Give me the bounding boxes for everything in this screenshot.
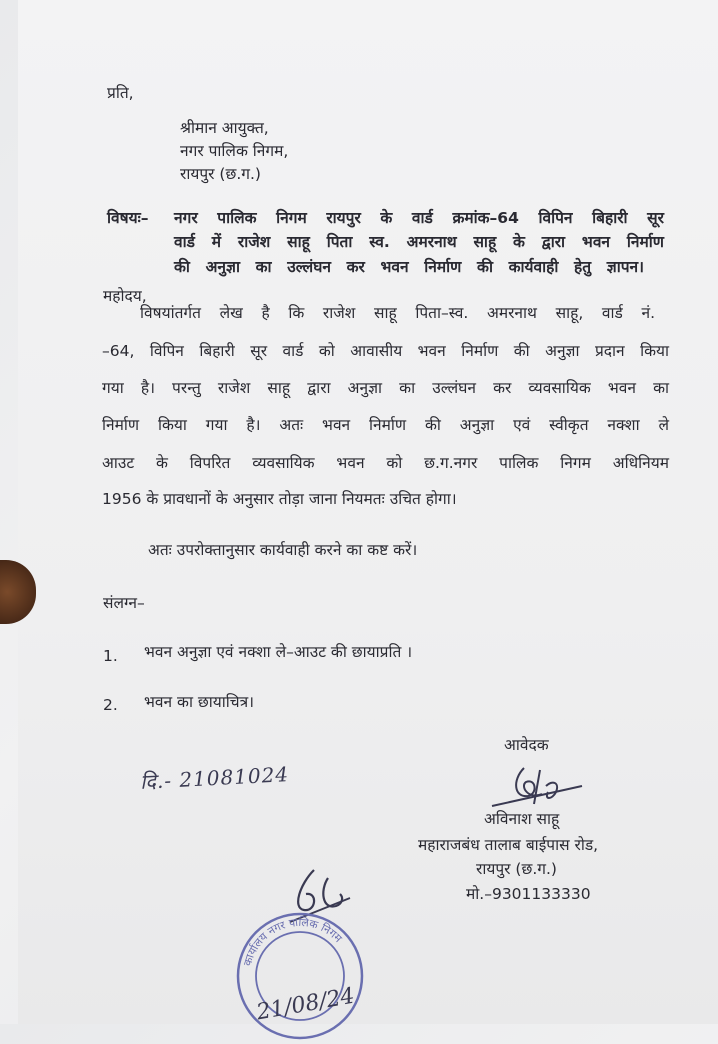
handwritten-date: दि.- 21081024 <box>139 762 290 794</box>
letter-paper <box>18 0 718 1024</box>
body-line-1: विषयांतर्गत लेख है कि राजेश साहू पिता–स्व. अमरनाथ साहू, वार्ड नं. <box>140 304 655 322</box>
body-line-3: गया है। परन्तु राजेश साहू द्वारा अनुज्ञा का उल्लंघन कर व्यवसायिक भवन का <box>102 379 669 397</box>
stamp-text: कार्यालय नगर पालिक निगम <box>241 915 345 968</box>
body-line-4: निर्माण किया गया है। अतः भवन निर्माण की अनुज्ञा एवं स्वीकृत नक्शा ले <box>102 416 669 434</box>
recipient-line-1: श्रीमान आयुक्त, <box>180 119 269 137</box>
attachment-1-number: 1. <box>103 647 118 665</box>
subject-line-3: की अनुज्ञा का उल्लंघन कर भवन निर्माण की कार्यवाही हेतु ज्ञापन। <box>174 258 644 276</box>
subject-label: विषयः– <box>107 209 149 227</box>
applicant-address-line-2: रायपुर (छ.ग.) <box>476 860 557 878</box>
attachment-2-number: 2. <box>103 696 118 714</box>
recipient-line-3: रायपुर (छ.ग.) <box>180 165 261 183</box>
body-line-5: आउट के विपरित व्यवसायिक भवन को छ.ग.नगर पालिक निगम अधिनियम <box>102 454 669 472</box>
attachments-label: संलग्न– <box>103 594 145 612</box>
applicant-name: अविनाश साहू <box>484 810 560 828</box>
stamp-handwritten-date: 21/08/24 <box>254 983 357 1026</box>
subject-line-2: वार्ड में राजेश साहू पिता स्व. अमरनाथ साहू के द्वारा भवन निर्माण <box>174 233 664 251</box>
subject-line-1: नगर पालिक निगम रायपुर के वार्ड क्रमांक–64 विपिन बिहारी सूर <box>174 209 664 227</box>
request-line: अतः उपरोक्तानुसार कार्यवाही करने का कष्ट करें। <box>148 541 418 559</box>
recipient-line-2: नगर पालिक निगम, <box>180 142 289 160</box>
applicant-mobile: मो.–9301133330 <box>466 885 591 903</box>
body-line-2: –64, विपिन बिहारी सूर वार्ड को आवासीय भवन निर्माण की अनुज्ञा प्रदान किया <box>102 342 669 360</box>
applicant-address-line-1: महाराजबंध तालाब बाईपास रोड, <box>418 836 599 854</box>
attachment-1-text: भवन अनुज्ञा एवं नक्शा ले–आउट की छायाप्रति । <box>144 643 413 661</box>
body-line-6: 1956 के प्रावधानों के अनुसार तोड़ा जाना नियमतः उचित होगा। <box>102 490 457 508</box>
attachment-2-text: भवन का छायाचित्र। <box>144 693 255 711</box>
salutation-to: प्रति, <box>107 84 134 102</box>
applicant-label: आवेदक <box>504 736 549 754</box>
greeting: महोदय, <box>103 287 147 305</box>
